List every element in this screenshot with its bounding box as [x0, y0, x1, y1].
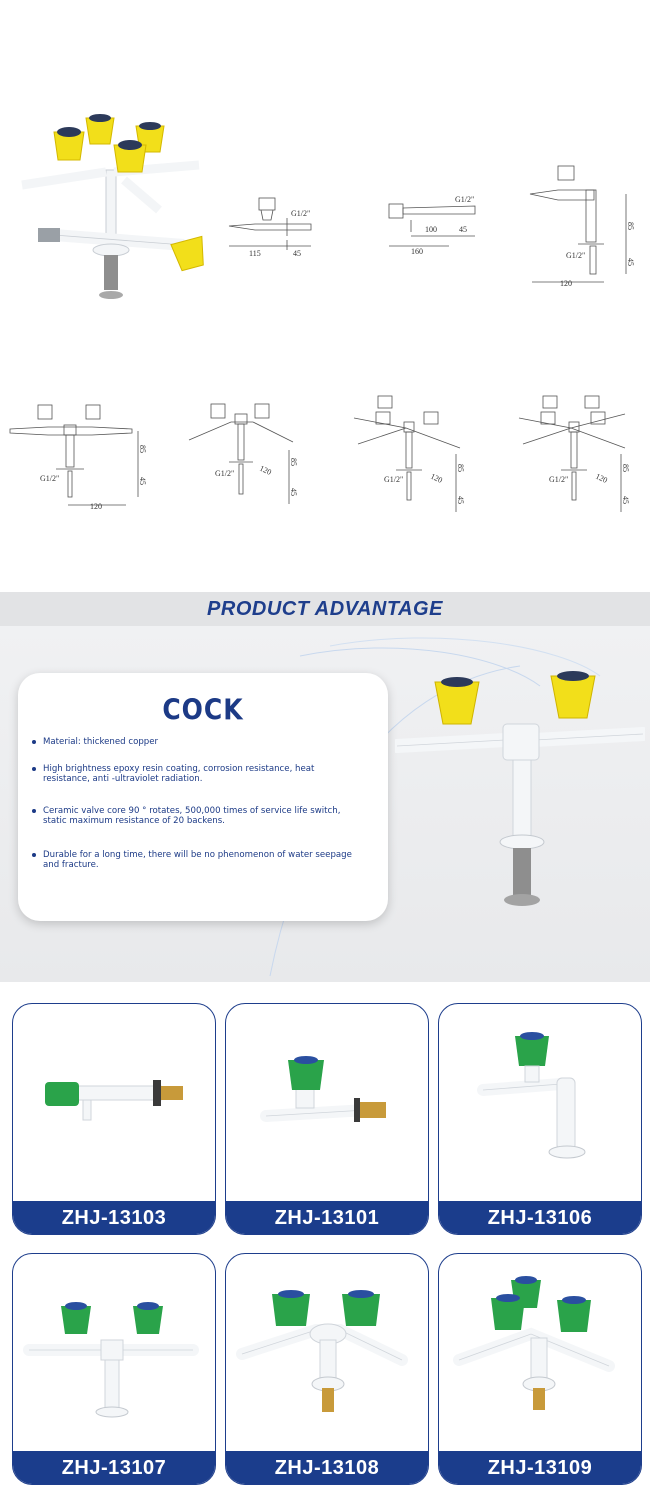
- product-card[interactable]: [438, 1253, 642, 1485]
- product-card[interactable]: [225, 1003, 429, 1235]
- product-model-label: ZHJ-13101: [226, 1201, 428, 1234]
- product-model-label: ZHJ-13109: [439, 1451, 641, 1484]
- drawing-single-side: [385, 192, 485, 257]
- product-card[interactable]: [12, 1253, 216, 1485]
- svg-text:G1/2": G1/2": [384, 475, 404, 484]
- drawing-double: [8, 395, 158, 515]
- svg-text:G1/2": G1/2": [549, 475, 569, 484]
- product-image: [13, 1004, 216, 1204]
- svg-text:160: 160: [411, 247, 423, 256]
- product-model-label: ZHJ-13107: [13, 1451, 215, 1484]
- product-image: [226, 1254, 429, 1454]
- svg-text:120: 120: [258, 463, 273, 477]
- product-advantage-section: [0, 626, 650, 982]
- advantage-bullet-list: [32, 737, 362, 870]
- advantage-bullet: Durable for a long time, there will be no phenomenon of water seepage and fracture.: [32, 850, 362, 870]
- svg-text:G1/2": G1/2": [40, 474, 60, 483]
- svg-text:G1/2": G1/2": [455, 195, 475, 204]
- card-title: COCK: [162, 692, 244, 727]
- product-image: [226, 1004, 429, 1204]
- svg-text:G1/2": G1/2": [291, 209, 311, 218]
- advantage-bullet: Material: thickened copper: [32, 737, 362, 747]
- product-photo-double-cock: [395, 666, 645, 926]
- svg-text:85: 85: [456, 464, 465, 472]
- product-model-label: ZHJ-13106: [439, 1201, 641, 1234]
- product-model-label: ZHJ-13108: [226, 1451, 428, 1484]
- svg-text:85: 85: [289, 458, 298, 466]
- drawing-quadruple: [515, 392, 640, 517]
- product-card[interactable]: [12, 1003, 216, 1235]
- svg-text:G1/2": G1/2": [566, 251, 586, 260]
- drawing-double-angled: [185, 400, 310, 510]
- svg-text:100: 100: [425, 225, 437, 234]
- svg-text:115: 115: [249, 249, 261, 258]
- drawing-single-horizontal: [225, 190, 325, 260]
- svg-text:45: 45: [289, 488, 298, 496]
- advantage-bullet: High brightness epoxy resin coating, corrosion resistance, heat resistance, anti -ultraviolet radiation.: [32, 764, 362, 784]
- product-image: [439, 1254, 642, 1454]
- drawing-single-vertical: [528, 160, 638, 290]
- svg-text:G1/2": G1/2": [215, 469, 235, 478]
- dimension-drawings-section: [0, 0, 650, 590]
- svg-text:45: 45: [621, 496, 630, 504]
- product-photo-four-way-cock: [14, 110, 204, 310]
- svg-text:85: 85: [621, 464, 630, 472]
- svg-text:45: 45: [456, 496, 465, 504]
- svg-text:85: 85: [626, 222, 635, 230]
- product-image: [13, 1254, 216, 1454]
- product-card[interactable]: [438, 1003, 642, 1235]
- product-card[interactable]: [225, 1253, 429, 1485]
- svg-text:85: 85: [138, 445, 147, 453]
- svg-text:45: 45: [138, 477, 147, 485]
- svg-text:120: 120: [90, 502, 102, 511]
- svg-text:45: 45: [293, 249, 301, 258]
- svg-text:45: 45: [459, 225, 467, 234]
- svg-text:120: 120: [560, 279, 572, 288]
- product-model-label: ZHJ-13103: [13, 1201, 215, 1234]
- svg-text:120: 120: [594, 471, 609, 485]
- svg-text:45: 45: [626, 258, 635, 266]
- product-advantage-band: [0, 592, 650, 626]
- advantage-bullet: Ceramic valve core 90 ° rotates, 500,000 times of service life switch, static maximum resistance of 20 backens.: [32, 806, 362, 826]
- drawing-triple: [350, 392, 475, 517]
- cock-info-card: [18, 673, 388, 921]
- product-advantage-heading: PRODUCT ADVANTAGE: [207, 597, 443, 620]
- product-image: [439, 1004, 642, 1204]
- svg-text:120: 120: [429, 471, 444, 485]
